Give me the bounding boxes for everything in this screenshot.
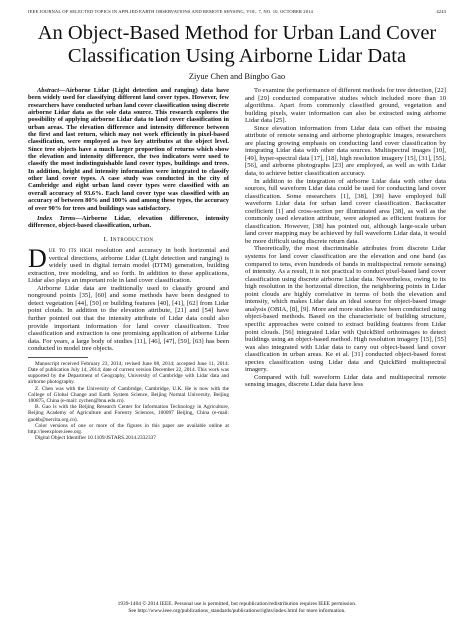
right-paragraph-5: Compared with full waveform Lidar data and multispectral remote sensing images, discrete Lidar data have less (245, 373, 446, 389)
intro-first-words: ue to its high (48, 247, 93, 255)
right-paragraph-3: In addition to the integration of airborne Lidar data with other data sources, full waveform Lidar data could be used for conducting land cover classification. Some researchers [1], [38], [39] have employed full waveform Lidar data for urban land cover classification. Backscatter coefficient [1] and cross-section per illuminated area [38], as well as the commonly used elevation attribute, were adopted as efficient features for classification. However, [38] has pointed out, although large-scale urban land cover mapping may be achieved by full waveform Lidar data, it would be more difficult using discrete return data. (245, 177, 446, 245)
intro-paragraph-1-text: resolution and accuracy in both horizontal and vertical directions, airborne Lidar (Light detection and ranging) is widely used in digital terrain model (DTM) generation, building extraction, tree modeling, and so forth. In addition to these applications, Lidar also plays an important role in land cover classification. (28, 247, 229, 285)
left-column (28, 87, 229, 441)
index-terms-text: —Airborne Lidar, elevation difference, intensity difference, object-based classification, urban. (28, 214, 229, 230)
abstract (28, 87, 229, 212)
copyright-line-2: See http://www.ieee.org/publications_standards/publications/rights/index.html for more information. (128, 608, 346, 614)
drop-cap: D (28, 244, 47, 274)
footnote-rule (28, 357, 88, 358)
paper-authors: Ziyue Chen and Bingbo Gao (188, 72, 286, 81)
footnote-manuscript: Manuscript received February 23, 2014; revised June 08, 2014; accepted June 11, 2014. Date of publication July 14, 2014; date of current version December 22, 2014. This work was supported by the Department of Geography, University of Cambridge with Lidar data and airborne photography. (28, 360, 229, 386)
footnote-author-gao: B. Gao is with the Beijing Research Center for Information Technology in Agriculture, Beijing Academy of Agriculture and Forestry Sciences, 100097 Beijing, China (e-mail: gaobb@nercita.org.cn). (28, 404, 229, 423)
index-terms-lead: Index Terms (37, 214, 76, 222)
intro-paragraph-1 (28, 244, 229, 285)
footnote-doi: Digital Object Identifier 10.1109/JSTARS.2014.2332337 (35, 435, 156, 442)
running-header (28, 9, 446, 14)
abstract-text: —Airborne Lidar (Light detection and ranging) data have been widely used for classifying different land cover types. However, few researchers have conducted urban land cover classification using discrete airborne Lidar data as the sole data source. This research explores the possibility of applying airborne Lidar data to land cover classification in urban areas. The elevation difference and intensity difference between the first and last return, which may not work efficiently in pixel-based classification, were employed as two key attributes at the object level. Since tree objects have a much larger proportion of returns which show the elevation and intensity difference, the two indicators were used to classify the most indistinguishable land cover types, buildings and trees. In addition, height and intensity information were integrated to classify other land cover types. A case study was conducted in the city of Cambridge and eight urban land cover types were classified with an overall accuracy of 93.6%. Each land cover type was classified with an accuracy of between 80% and 100% and among these types, the accuracy of over 90% for trees and buildings was satisfactory. (28, 87, 229, 212)
right-paragraph-2: Since elevation information from Lidar data can offset the missing attribute of remote sensing and airborne photographic images, researchers are placing growing emphasis on conducting land cover classification by integrating Lidar data with other data sources. Multispectral images [10], [49], hyper-spectral data [17], [18], high resolution imagery [15], [31], [55], [56], and airborne photographs [23] are employed, as well as with Lidar data, to achieve better classification accuracy. (245, 124, 446, 178)
copyright-line-1: 1939-1404 © 2014 IEEE. Personal use is permitted, but republication/redistribution requires IEEE permission. (117, 601, 357, 607)
right-paragraph-1: To examine the performance of different methods for tree detection, [22] and [29] conducted comparative studies which included more than 10 algorithms. Apart from commonly classified ground, vegetation and building pixels, water information can also be extracted using airborne Lidar data [25]. (245, 87, 446, 125)
right-paragraph-4: Theoretically, the most discriminable attributes from discrete Lidar systems for land cover classification are the elevation and one band (as compared to tens, even hundreds of bands in multispectral remote sensing) of intensity. As a result, it is not practical to conduct pixel-based land cover classification using discrete airborne Lidar data. Nevertheless, owing to its high resolution in the horizontal direction, the neighboring points in Lidar point clouds are highly correlative in terms of both the elevation and intensity, which makes Lidar data an ideal source for object-based image analysis (OBIA, [8], [9]. More and more studies have been conducted using object-based methods. Based on the characteristic of building structure, specific approaches were coined to extract building features from Lidar point clouds. [56] integrated Lidar with QuickBird orthoimages to detect buildings using an object-based method. High resolution imagery [15], [55] was also integrated with Lidar data to carry out object-based land cover classification in urban areas. Ke et al. [31] conducted object-based forest species classification using Lidar data and QuickBird multispectral imagery. (245, 245, 446, 374)
footnote-author-chen: Z. Chen was with the University of Cambridge, Cambridge, U.K. He is now with the College of Global Change and Earth System Science, Beijing Normal University, Beijing 100875, China (e-mail: zychen@bnu.edu.cn). (28, 385, 229, 404)
copyright-footer (0, 601, 474, 615)
index-terms (28, 215, 229, 230)
paper-title: An Object-Based Method for Urban Land Cover Classification Using Airborne Lidar Data (37, 22, 437, 67)
journal-header: IEEE JOURNAL OF SELECTED TOPICS IN APPLIED EARTH OBSERVATIONS AND REMOTE SENSING, VOL. 7, NO. 10, OCTOBER 2014 (28, 9, 313, 14)
section-title: Introduction (110, 235, 154, 243)
intro-paragraph-2: Airborne Lidar data are traditionally used to classify ground and nonground points [35], [60] and some methods have been designed to detect vegetation [44], [50] or building features [40], [41], [62] from Lidar point clouds. In addition to the elevation attribute, [21] and [54] have further pointed out that the intensity attribute of Lidar data could also provide important information for land cover classification. Tree classification and extraction is one promising application of airborne Lidar data. For years, a large body of studies [11], [46], [47], [59], [63] has been conducted to model tree objects. (28, 284, 229, 353)
footnotes (28, 361, 229, 442)
page-number: 4243 (436, 9, 446, 14)
abstract-lead: Abstract (37, 87, 60, 94)
footnote-color-versions: Color versions of one or more of the figures in this paper are available online at http://ieeexplore.ieee.org. (28, 422, 229, 435)
section-heading (28, 236, 229, 244)
section-number: I. (103, 235, 109, 243)
right-column (245, 87, 446, 389)
